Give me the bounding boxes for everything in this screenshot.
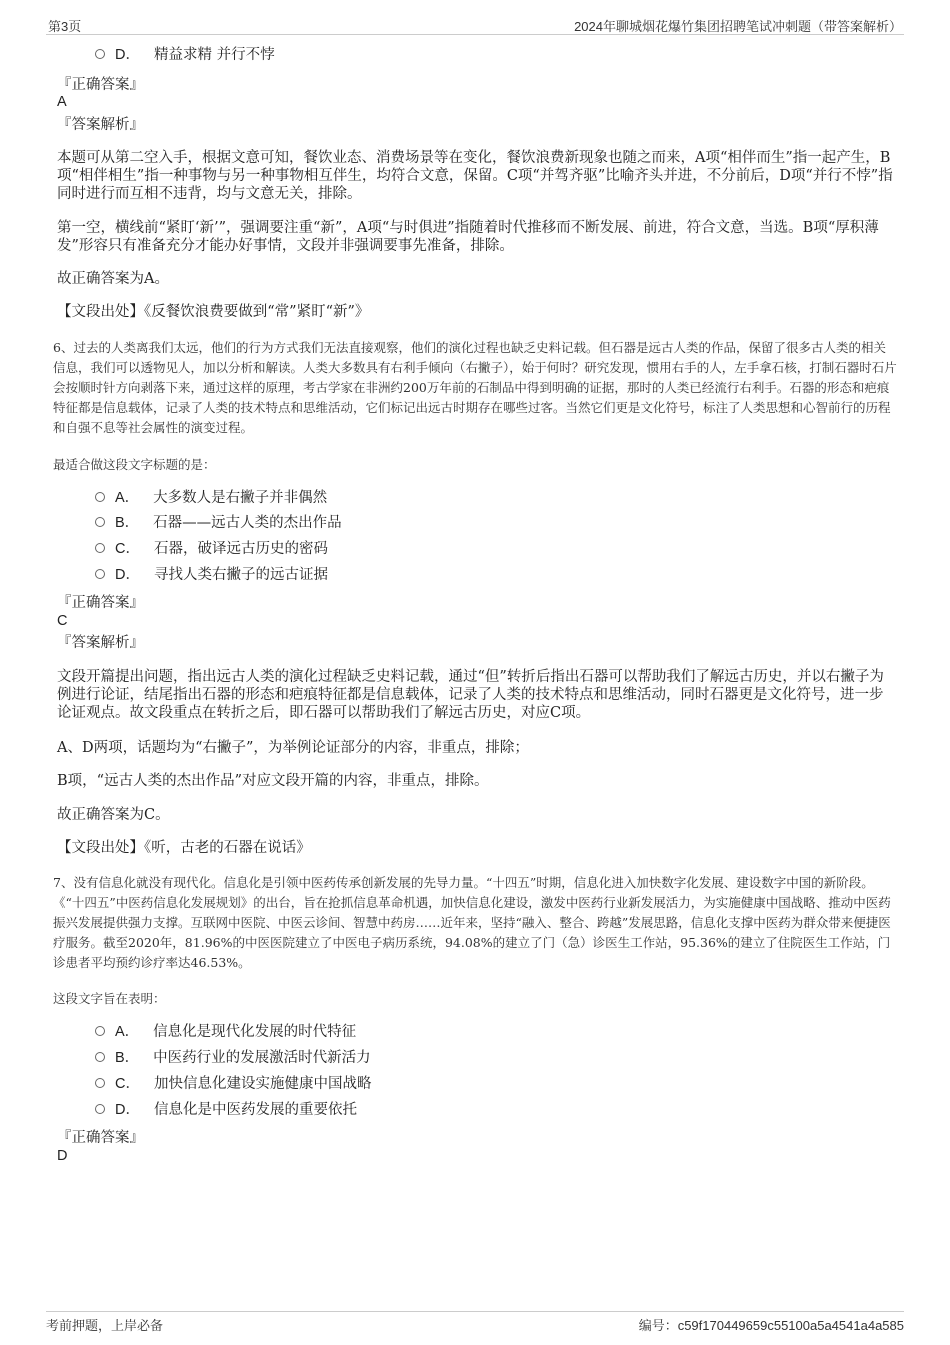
q5-analysis-label: 『答案解析』 [57, 117, 144, 133]
q6-option-b[interactable]: B． 石器——远古人类的杰出作品 [95, 513, 342, 533]
q6-analysis-paragraph-1: 文段开篇提出问题，指出远古人类的演化过程缺乏史料记载，通过“但”转折后指出石器可以帮助我们了解远古历史，并以右撇子为例进行论证，结尾指出石器的形态和疤痕特征都是信息载体，记录了人类的技术特点和思维活动，同时石器更是文化符号，进一步论证观点。故文段重点在转折之后，即石器可以帮助我们了解远古历史，对应C项。 [57, 669, 884, 721]
q7-option-c[interactable]: C． 加快信息化建设实施健康中国战略 [95, 1074, 371, 1094]
radio-icon[interactable] [95, 543, 105, 553]
q6-correct-answer: C [57, 613, 68, 629]
q5-analysis-paragraph-1: 本题可从第二空入手，根据文意可知，餐饮业态、消费场景等在变化，餐饮浪费新现象也随之而来，A项“相伴而生”指一起产生，B项“相伴相生”指一种事物与另一种事物相互伴生，均符合文意，保留。C项“并驾齐驱”比喻齐头并进，不分前后，D项“并行不悖”指同时进行而互相不违背，均与文意无关，排除。 [57, 150, 893, 202]
q6-correct-answer-label: 『正确答案』 [57, 595, 144, 611]
q5-analysis-paragraph-2: 第一空，横线前“紧盯‘新’”，强调要注重“新”，A项“与时俱进”指随着时代推移而不断发展、前进，符合文意，当选。B项“厚积薄发”形容只有准备充分才能办好事情，文段并非强调要事先准备，排除。 [57, 220, 879, 254]
radio-icon[interactable] [95, 1052, 105, 1062]
q6-option-a[interactable]: A． 大多数人是右撇子并非偶然 [95, 488, 327, 508]
q6-analysis-label: 『答案解析』 [57, 635, 144, 651]
q7-question-text: 7、没有信息化就没有现代化。信息化是引领中医药传承创新发展的先导力量。“十四五”时期，信息化进入加快数字化发展、建设数字中国的新阶段。《“十四五”中医药信息化发展规划》的出台，旨在抢抓信息革命机遇，加快信息化建设，激发中医药行业新发展活力，为实施健康中国战略、推动中医药振兴发展提供强力支撑。互联网中医院、中医云诊间、智慧中药房……近年来，坚持“融入、整合、跨越”发展思路，信息化支撑中医药为群众带来便捷医疗服务。截至2020年，81.96%的中医医院建立了中医电子病历系统，94.08%的建立了门（急）诊医生工作站，95.36%的建立了住院医生工作站，门诊患者平均预约诊疗率达46.53%。 [53, 875, 891, 970]
document-serial: 编号：c59f170449659c55100a5a4541a4a585 [638, 1318, 904, 1333]
q7-option-d[interactable]: D． 信息化是中医药发展的重要依托 [95, 1100, 357, 1120]
q6-option-c[interactable]: C． 石器，破译远古历史的密码 [95, 539, 328, 559]
q5-source: 【文段出处】《反餐饮浪费要做到“常”紧盯“新”》 [57, 304, 370, 320]
page-number: 第3页 [48, 19, 82, 34]
radio-icon[interactable] [95, 1104, 105, 1114]
q7-prompt: 这段文字旨在表明： [53, 991, 166, 1006]
radio-icon[interactable] [95, 517, 105, 527]
q6-prompt: 最适合做这段文字标题的是： [53, 457, 216, 472]
q7-correct-answer-label: 『正确答案』 [57, 1130, 144, 1146]
radio-icon[interactable] [95, 492, 105, 502]
q5-correct-answer-label: 『正确答案』 [57, 77, 144, 93]
q5-option-d[interactable]: D． 精益求精 并行不悖 [95, 45, 275, 65]
q6-option-d[interactable]: D． 寻找人类右撇子的远古证据 [95, 565, 328, 585]
q6-analysis-paragraph-4: 故正确答案为C。 [57, 807, 170, 823]
radio-icon[interactable] [95, 569, 105, 579]
q7-option-b[interactable]: B． 中医药行业的发展激活时代新活力 [95, 1048, 371, 1068]
radio-icon[interactable] [95, 1078, 105, 1088]
document-title: 2024年聊城烟花爆竹集团招聘笔试冲刺题（带答案解析） [574, 19, 902, 34]
q7-correct-answer: D [57, 1148, 68, 1164]
q5-analysis-paragraph-3: 故正确答案为A。 [57, 271, 169, 287]
q6-source: 【文段出处】《听，古老的石器在说话》 [57, 840, 311, 856]
radio-icon[interactable] [95, 49, 105, 59]
q6-question-text: 6、过去的人类离我们太远，他们的行为方式我们无法直接观察，他们的演化过程也缺乏史料记载。但石器是远古人类的作品，保留了很多古人类的相关信息，我们可以透物见人，加以分析和解读。人类大多数具有右利手倾向（右撇子），始于何时？研究发现，惯用右手的人，左手拿石核，打制石器时石片会按顺时针方向剥落下来，通过这样的原理，考古学家在非洲约200万年前的石制品中得到明确的证据，那时的人类已经流行右利手。石器的形态和疤痕特征都是信息载体，记录了人类的技术特点和思维活动，它们标记出远古时期存在哪些过客。当然它们更是文化符号，标注了人类思想和心智前行的历程和自强不息等社会属性的演变过程。 [53, 340, 897, 435]
radio-icon[interactable] [95, 1026, 105, 1036]
q5-correct-answer: A [57, 94, 67, 110]
q7-option-a[interactable]: A． 信息化是现代化发展的时代特征 [95, 1022, 356, 1042]
page-footer [46, 1311, 904, 1334]
page-header [46, 14, 904, 35]
q6-analysis-paragraph-2: A、D两项，话题均为“右撇子”，为举例论证部分的内容，非重点，排除； [57, 740, 529, 756]
footer-slogan: 考前押题，上岸必备 [46, 1318, 164, 1333]
q6-analysis-paragraph-3: B项，“远古人类的杰出作品”对应文段开篇的内容，非重点，排除。 [57, 773, 489, 789]
